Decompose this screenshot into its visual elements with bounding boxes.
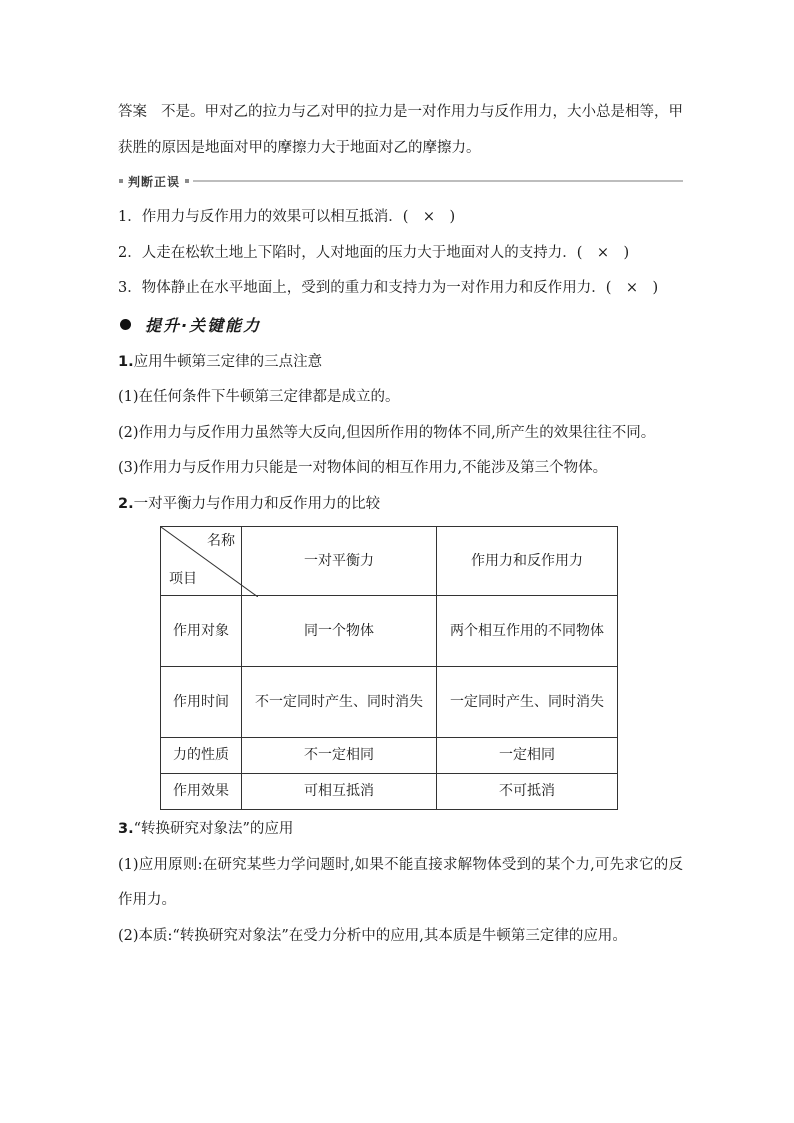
table-cell: 一定相同	[437, 738, 618, 774]
point2-number: 2.	[118, 495, 134, 512]
table-cell: 两个相互作用的不同物体	[437, 596, 618, 667]
table-row	[161, 738, 618, 774]
point3-title: “转换研究对象法”的应用	[133, 821, 294, 837]
answer-text: 不是。甲对乙的拉力与乙对甲的拉力是一对作用力与反作用力，大小总是相等，甲获胜的原因是地面对甲的摩擦力大于地面对乙的摩擦力。	[118, 104, 683, 156]
table-header-row	[161, 527, 618, 596]
table-cell: 不一定相同	[242, 738, 437, 774]
judge-section-header	[118, 168, 683, 194]
table-cell: 一定同时产生、同时消失	[437, 667, 618, 738]
point1-item: (2)作用力与反作用力虽然等大反向,但因所作用的物体不同,所产生的效果往往不同。	[118, 424, 656, 441]
square-bullet-icon	[185, 179, 189, 183]
comparison-table	[160, 526, 618, 810]
answer-label: 答案	[118, 104, 147, 120]
table-cell: 不一定同时产生、同时消失	[242, 667, 437, 738]
judge-item: 1．作用力与反作用力的效果可以相互抵消．( × )	[118, 209, 456, 225]
point1-heading	[118, 345, 683, 381]
document-body	[118, 95, 683, 954]
table-column-header: 一对平衡力	[242, 527, 437, 596]
judge-item: 3．物体静止在水平地面上，受到的重力和支持力为一对作用力和反作用力．( × )	[118, 280, 659, 296]
point1-number: 1.	[118, 353, 134, 370]
corner-bottom-label: 项目	[169, 571, 197, 587]
table-row	[161, 667, 618, 738]
divider-line	[193, 180, 683, 182]
point3-number: 3.	[118, 821, 134, 837]
point1-item: (3)作用力与反作用力只能是一对物体间的相互作用力,不能涉及第三个物体。	[118, 460, 608, 476]
point2-title: 一对平衡力与作用力和反作用力的比较	[133, 495, 381, 512]
point3-heading	[118, 812, 683, 848]
table-row-label: 力的性质	[161, 738, 242, 774]
ability-section-title: 提升·关键能力	[145, 316, 262, 335]
table-cell: 不可抵消	[437, 774, 618, 810]
table-column-header: 作用力和反作用力	[437, 527, 618, 596]
table-cell: 同一个物体	[242, 596, 437, 667]
table-row-label: 作用效果	[161, 774, 242, 810]
point2-heading	[118, 487, 683, 523]
answer-paragraph	[118, 95, 683, 166]
table-row	[161, 596, 618, 667]
judge-item: 2．人走在松软土地上下陷时，人对地面的压力大于地面对人的支持力．( × )	[118, 244, 630, 261]
point3-item: (1)应用原则:在研究某些力学问题时,如果不能直接求解物体受到的某个力,可先求它的反作用力。	[118, 856, 683, 908]
corner-top-label: 名称	[207, 533, 235, 549]
table-row	[161, 774, 618, 810]
table-row-label: 作用时间	[161, 667, 242, 738]
square-bullet-icon	[119, 179, 123, 183]
bullet-dot-icon	[120, 319, 131, 330]
table-row-label: 作用对象	[161, 596, 242, 667]
ability-section-header	[118, 307, 683, 343]
point3-item: (2)本质:“转换研究对象法”在受力分析中的应用,其本质是牛顿第三定律的应用。	[118, 927, 627, 944]
table-cell: 可相互抵消	[242, 774, 437, 810]
judge-section-title: 判断正误	[128, 174, 181, 189]
table-corner-cell	[161, 527, 242, 596]
point1-title: 应用牛顿第三定律的三点注意	[133, 353, 323, 370]
point1-item: (1)在任何条件下牛顿第三定律都是成立的。	[118, 389, 400, 405]
